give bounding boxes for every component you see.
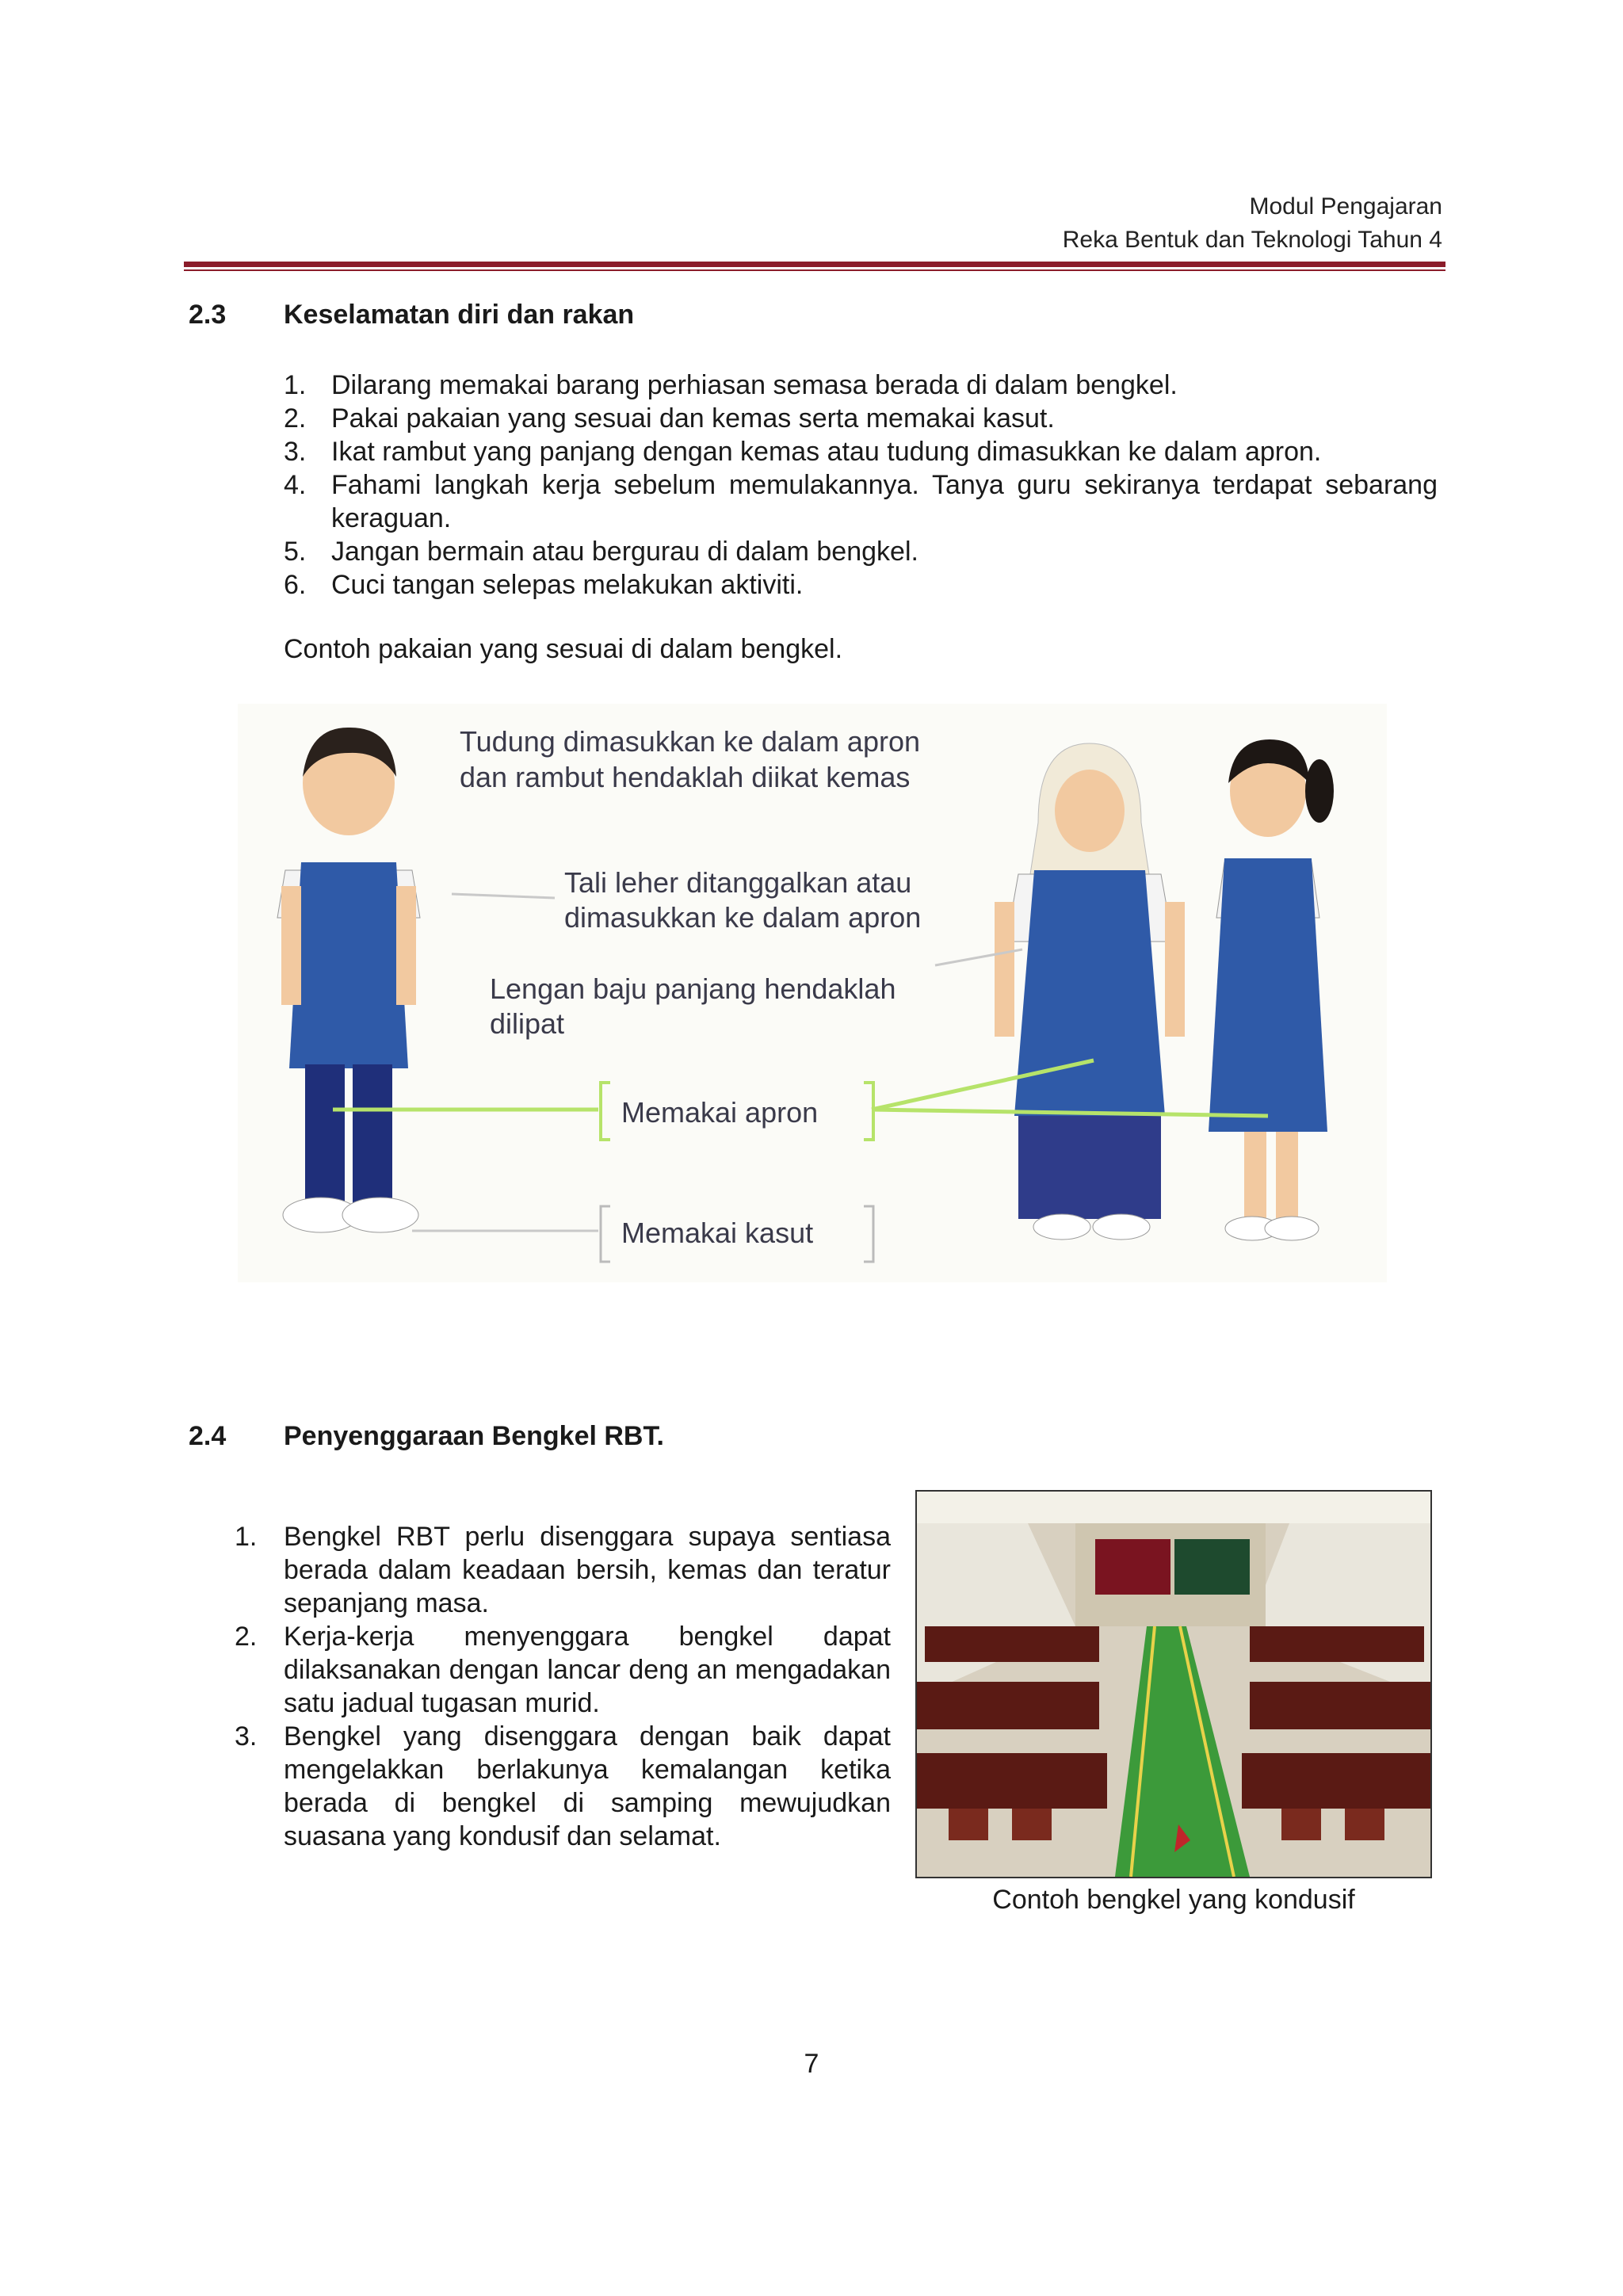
label-lengan-line2: dilipat: [490, 1007, 565, 1040]
list-item: 1. Dilarang memakai barang perhiasan semasa berada di dalam bengkel.: [284, 370, 1178, 400]
list-item: 3. Ikat rambut yang panjang dengan kemas atau tudung dimasukkan ke dalam apron.: [284, 437, 1322, 467]
safety-rules-list: [284, 369, 1438, 602]
workshop-attire-illustration: [238, 704, 1387, 1282]
maintenance-list: [235, 1520, 891, 1853]
label-tali-line1: Tali leher ditanggalkan atau: [564, 866, 912, 899]
list-item: 1. Bengkel RBT perlu disenggara supaya sentiasa berada dalam keadaan bersih, kemas dan teratur sepanjang masa.: [235, 1522, 891, 1618]
label-tudung-line1: Tudung dimasukkan ke dalam apron: [460, 725, 921, 758]
list-item: 4. Fahami langkah kerja sebelum memulakannya. Tanya guru sekiranya terdapat sebarang keraguan.: [284, 470, 1438, 533]
list-item: 2. Kerja-kerja menyenggara bengkel dapat dilaksanakan dengan lancar deng an mengadakan satu jadual tugasan murid.: [235, 1622, 891, 1718]
header-line-1: Modul Pengajaran: [1249, 193, 1442, 220]
list-item: 5. Jangan bermain atau bergurau di dalam bengkel.: [284, 537, 918, 567]
label-apron: Memakai apron: [621, 1096, 819, 1129]
label-lengan-line1: Lengan baju panjang hendaklah: [490, 972, 896, 1005]
header-line-2: Reka Bentuk dan Teknologi Tahun 4: [1062, 227, 1442, 253]
photo-caption: Contoh bengkel yang kondusif: [992, 1885, 1355, 1915]
section-number-2-4: 2.4: [189, 1421, 227, 1451]
list-item: 6. Cuci tangan selepas melakukan aktiviti.: [284, 570, 804, 600]
girl-ponytail-apron: [1209, 858, 1327, 1132]
girl-tudung-apron: [1014, 870, 1165, 1116]
section-title-2-4: Penyenggaraan Bengkel RBT.: [284, 1421, 664, 1451]
header-rule-thin: [184, 269, 1445, 271]
list-item: 2. Pakai pakaian yang sesuai dan kemas serta memakai kasut.: [284, 403, 1055, 434]
label-tudung-line2: dan rambut hendaklah diikat kemas: [460, 761, 911, 793]
label-tali-line2: dimasukkan ke dalam apron: [564, 901, 922, 934]
header-rule-thick: [184, 262, 1445, 267]
list-item: 3. Bengkel yang disenggara dengan baik dapat mengelakkan berlakunya kemalangan ketika berada di bengkel di samping mewujudkan suasana yang kondusif dan selamat.: [235, 1721, 891, 1851]
boy-apron: [289, 862, 408, 1068]
workshop-photo: [915, 1490, 1432, 1878]
attire-caption: Contoh pakaian yang sesuai di dalam bengkel.: [284, 634, 843, 664]
running-header: [1063, 190, 1442, 257]
page-number: 7: [804, 2049, 819, 2079]
section-title-2-3: Keselamatan diri dan rakan: [284, 300, 635, 330]
label-kasut: Memakai kasut: [621, 1217, 814, 1249]
section-number-2-3: 2.3: [189, 300, 227, 330]
